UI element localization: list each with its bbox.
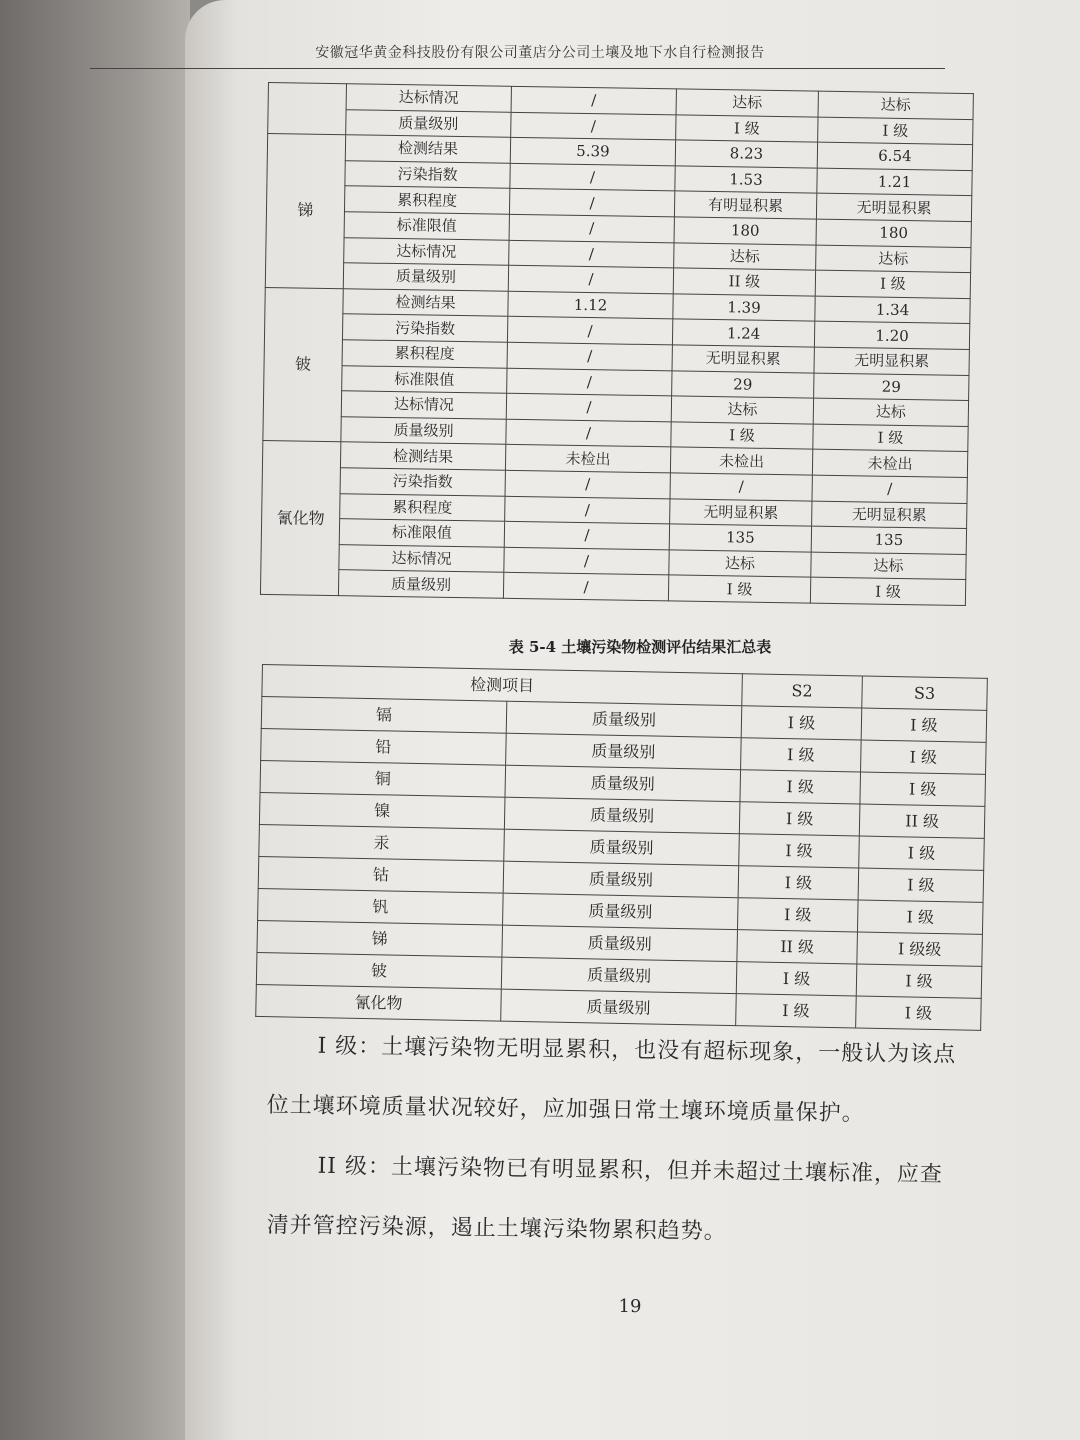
row-item: 达标情况	[344, 237, 509, 265]
cell-c2: 未检出	[670, 447, 812, 475]
paragraph-line: 位土壤环境质量状况较好，应加强日常土壤环境质量保护。	[266, 1092, 865, 1127]
cell-c1: /	[509, 189, 674, 217]
cell-c2: 180	[674, 217, 816, 245]
summary-s3: II 级	[859, 804, 985, 838]
row-item: 标准限值	[339, 519, 504, 547]
paragraph-line: 清并管控污染源，遏止土壤污染物累积趋势。	[266, 1212, 727, 1245]
summary-s3: I 级	[856, 996, 982, 1030]
row-item: 达标情况	[339, 544, 504, 572]
paragraph-level-2	[266, 1136, 988, 1266]
cell-c3: 1.20	[814, 321, 969, 349]
cell-c3: 达标	[818, 91, 973, 119]
header-rule	[90, 68, 945, 69]
summary-s3: I 级	[858, 868, 984, 902]
row-item: 质量级别	[338, 570, 503, 598]
cell-c2: 达标	[671, 396, 813, 424]
cell-c3: 6.54	[817, 142, 972, 170]
cell-c1: /	[507, 317, 672, 345]
summary-metric: 质量级别	[504, 829, 740, 866]
summary-element: 铜	[260, 760, 506, 797]
cell-c2: /	[670, 473, 812, 501]
cell-c1: /	[506, 393, 671, 421]
cell-c3: 135	[811, 526, 966, 554]
summary-s2: II 级	[737, 930, 858, 964]
cell-c3: 达标	[813, 398, 968, 426]
row-item: 质量级别	[346, 109, 511, 137]
cell-c1: 5.39	[510, 138, 675, 166]
summary-metric: 质量级别	[501, 989, 737, 1026]
header-s2: S2	[742, 674, 863, 708]
results-table-continued	[260, 82, 974, 606]
paragraph-level-1	[266, 1016, 988, 1146]
cell-c3: 达标	[816, 245, 971, 273]
summary-element: 钴	[258, 856, 504, 893]
row-item: 达标情况	[341, 391, 506, 419]
summary-metric: 质量级别	[502, 925, 738, 962]
cell-c1: 未检出	[505, 445, 670, 473]
row-item: 污染指数	[340, 468, 505, 496]
cell-c1: /	[509, 214, 674, 242]
summary-s2: I 级	[741, 738, 862, 772]
cell-c3: I 级	[813, 424, 968, 452]
cell-c1: /	[509, 240, 674, 268]
cell-c2: 达标	[676, 89, 818, 117]
cell-c1: /	[505, 470, 670, 498]
summary-s3: I 级级	[857, 932, 983, 966]
cell-c3: I 级	[815, 270, 970, 298]
page-number: 19	[618, 1296, 642, 1317]
cell-c2: I 级	[668, 575, 810, 603]
cell-c3: 1.34	[815, 296, 970, 324]
row-item: 累积程度	[340, 493, 505, 521]
cell-c1: /	[504, 521, 669, 549]
summary-element: 锑	[257, 920, 503, 957]
row-item: 污染指数	[345, 161, 510, 189]
summary-s2: I 级	[741, 706, 862, 740]
pollutant-category: 氰化物	[260, 441, 340, 596]
summary-s2: I 级	[739, 802, 860, 836]
summary-element: 铅	[261, 728, 507, 765]
report-header: 安徽冠华黄金科技股份有限公司董店分公司土壤及地下水自行检测报告	[315, 45, 765, 61]
summary-s2: I 级	[740, 770, 861, 804]
cell-c3: 29	[814, 373, 969, 401]
summary-s2: I 级	[736, 994, 857, 1028]
cell-c1: /	[508, 265, 673, 293]
pollutant-category: 锑	[265, 134, 345, 289]
cell-c2: 1.24	[672, 319, 814, 347]
pollutant-category	[268, 83, 347, 135]
cell-c2: 无明显积累	[672, 345, 814, 373]
summary-metric: 质量级别	[506, 701, 742, 738]
summary-metric: 质量级别	[503, 861, 739, 898]
summary-s3: I 级	[860, 772, 986, 806]
pollutant-category: 铍	[263, 287, 343, 442]
cell-c1: /	[506, 419, 671, 447]
summary-table	[255, 664, 988, 1031]
cell-c1: /	[507, 368, 672, 396]
cell-c2: 29	[672, 370, 814, 398]
row-item: 标准限值	[342, 365, 507, 393]
cell-c3: 未检出	[812, 449, 967, 477]
cell-c1: /	[511, 112, 676, 140]
cell-c3: 无明显积累	[816, 194, 971, 222]
summary-metric: 质量级别	[505, 765, 741, 802]
cell-c2: 8.23	[675, 140, 817, 168]
summary-metric: 质量级别	[504, 797, 740, 834]
cell-c2: I 级	[676, 115, 818, 143]
cell-c2: 有明显积累	[674, 191, 816, 219]
summary-s2: I 级	[738, 898, 859, 932]
cell-c3: 达标	[811, 552, 966, 580]
table-caption: 表 5-4 土壤污染物检测评估结果汇总表	[508, 638, 772, 656]
summary-element: 镍	[259, 792, 505, 829]
cell-c1: /	[503, 573, 668, 601]
row-item: 检测结果	[345, 135, 510, 163]
row-item: 质量级别	[341, 416, 506, 444]
summary-s3: I 级	[861, 708, 987, 742]
row-item: 检测结果	[340, 442, 505, 470]
cell-c3: 无明显积累	[812, 501, 967, 529]
cell-c1: /	[504, 547, 669, 575]
summary-metric: 质量级别	[506, 733, 742, 770]
cell-c3: 180	[816, 219, 971, 247]
summary-metric: 质量级别	[501, 957, 737, 994]
cell-c1: /	[511, 86, 676, 114]
binding-shadow	[0, 0, 190, 1440]
summary-element: 镉	[261, 697, 507, 734]
paragraph-line: I 级：土壤污染物无明显累积，也没有超标现象，一般认为该点	[317, 1033, 957, 1068]
row-item: 累积程度	[344, 186, 509, 214]
cell-c1: /	[507, 342, 672, 370]
summary-element: 铍	[256, 952, 502, 989]
cell-c2: 1.53	[675, 166, 817, 194]
summary-s3: I 级	[856, 964, 982, 998]
row-item: 污染指数	[342, 314, 507, 342]
cell-c1: /	[510, 163, 675, 191]
row-item: 累积程度	[342, 340, 507, 368]
cell-c2: 达标	[669, 550, 811, 578]
cell-c3: I 级	[818, 117, 973, 145]
cell-c3: 1.21	[817, 168, 972, 196]
cell-c2: I 级	[671, 422, 813, 450]
row-item: 达标情况	[346, 84, 511, 112]
cell-c1: 1.12	[508, 291, 673, 319]
cell-c1: /	[505, 496, 670, 524]
summary-s2: I 级	[736, 962, 857, 996]
header-s3: S3	[862, 676, 988, 710]
cell-c2: 1.39	[673, 294, 815, 322]
cell-c3: 无明显积累	[814, 347, 969, 375]
row-item: 检测结果	[343, 288, 508, 316]
cell-c2: 135	[669, 524, 811, 552]
summary-s2: I 级	[738, 866, 859, 900]
cell-c2: 无明显积累	[670, 498, 812, 526]
summary-element: 汞	[259, 824, 505, 861]
summary-s3: I 级	[861, 740, 987, 774]
paragraph-line: II 级：土壤污染物已有明显累积，但并未超过土壤标准，应查	[317, 1153, 944, 1188]
row-item: 质量级别	[343, 263, 508, 291]
summary-s3: I 级	[859, 836, 985, 870]
cell-c3: I 级	[810, 577, 965, 605]
header-item: 检测项目	[262, 665, 743, 706]
summary-element: 氰化物	[256, 984, 502, 1021]
summary-element: 钒	[258, 888, 504, 925]
summary-s3: I 级	[857, 900, 983, 934]
row-item: 标准限值	[344, 212, 509, 240]
summary-metric: 质量级别	[503, 893, 739, 930]
cell-c2: 达标	[674, 242, 816, 270]
summary-s2: I 级	[739, 834, 860, 868]
cell-c2: II 级	[673, 268, 815, 296]
cell-c3: /	[812, 475, 967, 503]
